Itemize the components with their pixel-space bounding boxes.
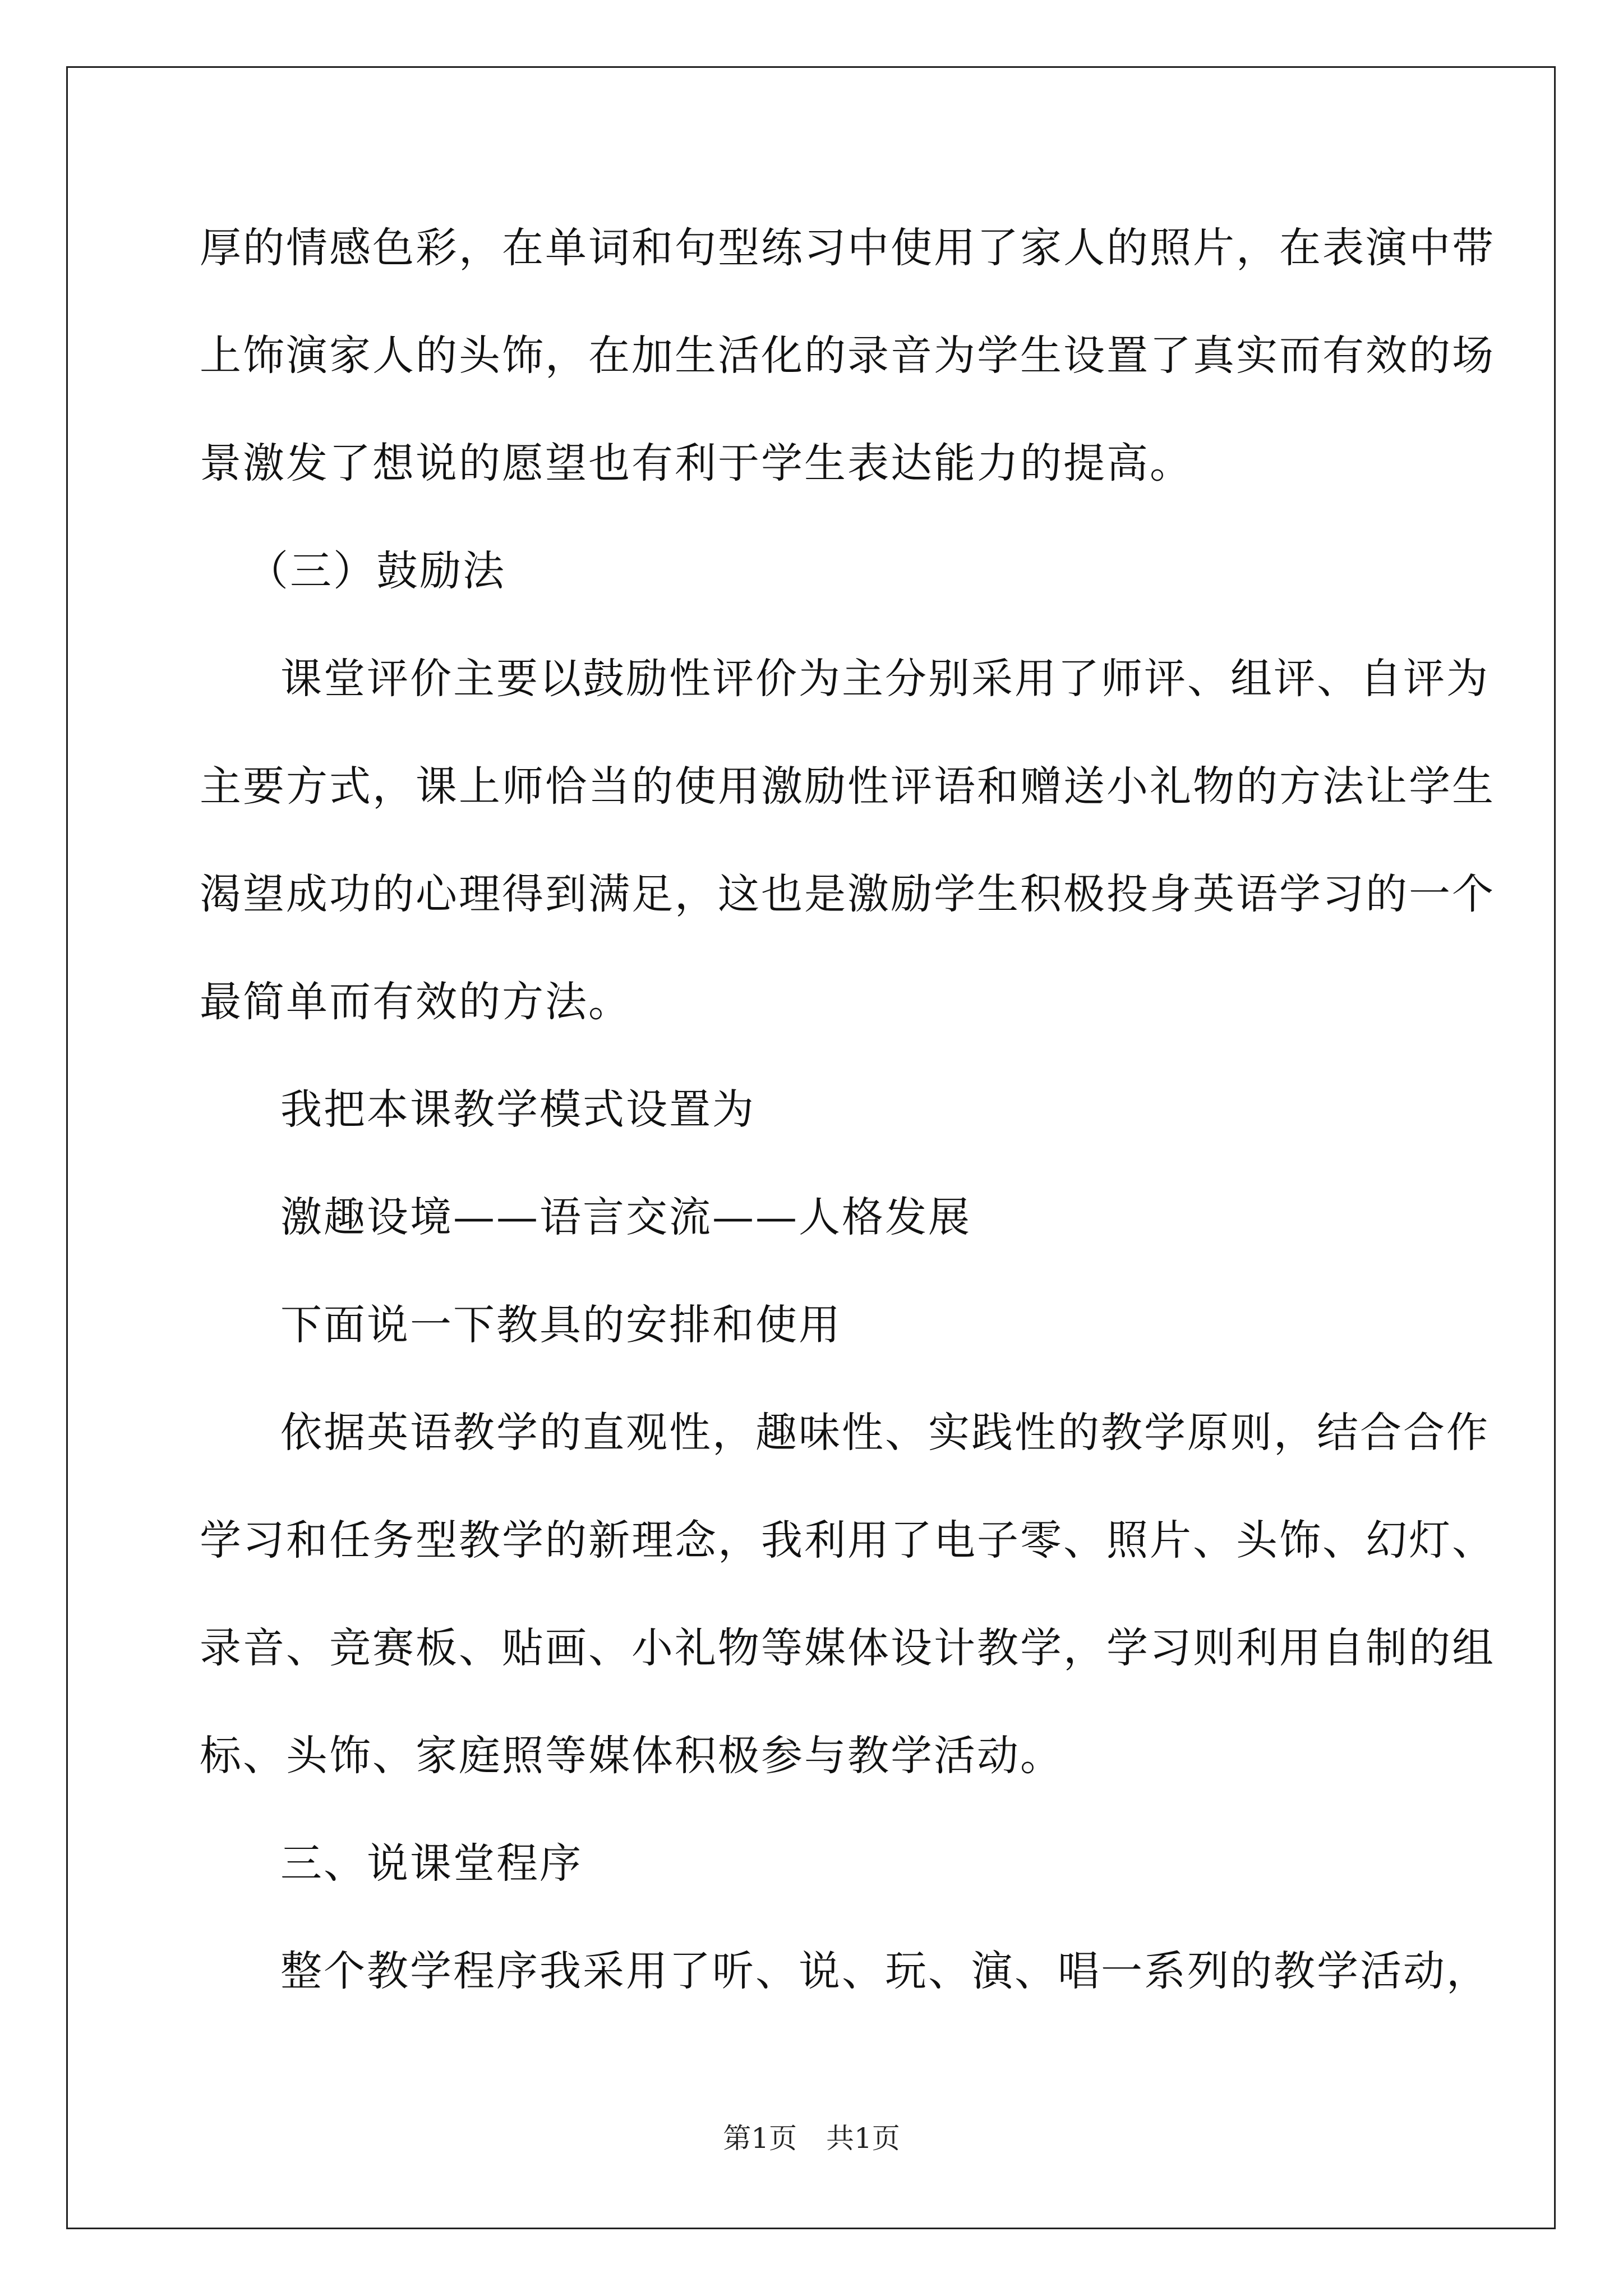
body-line-17: 整个教学程序我采用了听、说、玩、演、唱一系列的教学活动， (280, 1947, 1490, 1995)
body-line-2: 上饰演家人的头饰，在加生活化的录音为学生设置了真实而有效的场 (200, 332, 1495, 380)
body-line-12: 依据英语教学的直观性，趣味性、实践性的教学原则，结合合作 (280, 1409, 1490, 1457)
body-line-5: 课堂评价主要以鼓励性评价为主分别采用了师评、组评、自评为 (280, 655, 1490, 703)
body-line-7: 渴望成功的心理得到满足，这也是激励学生积极投身英语学习的一个 (200, 870, 1495, 918)
section-heading-procedure: 三、说课堂程序 (280, 1839, 583, 1888)
section-heading-encouragement: （三）鼓励法 (247, 547, 506, 595)
body-line-15: 标、头饰、家庭照等媒体积极参与教学活动。 (200, 1732, 1063, 1780)
body-line-11: 下面说一下教具的安排和使用 (280, 1301, 842, 1349)
body-line-13: 学习和任务型教学的新理念，我利用了电子零、照片、头饰、幻灯、 (200, 1516, 1495, 1565)
page-total: 共1页 (826, 2122, 900, 2155)
page-number: 第1页 (723, 2122, 797, 2155)
body-line-3: 景激发了想说的愿望也有利于学生表达能力的提高。 (200, 439, 1193, 487)
body-line-6: 主要方式，课上师恰当的使用激励性评语和赠送小礼物的方法让学生 (200, 762, 1495, 811)
body-line-1: 厚的情感色彩，在单词和句型练习中使用了家人的照片，在表演中带 (200, 224, 1495, 272)
body-line-8: 最简单而有效的方法。 (200, 978, 631, 1026)
body-line-14: 录音、竞赛板、贴画、小礼物等媒体设计教学，学习则利用自制的组 (200, 1624, 1495, 1672)
page-border (66, 66, 1556, 2229)
page-footer (0, 2120, 1623, 2156)
body-line-10: 激趣设境——语言交流——人格发展 (280, 1193, 971, 1241)
body-line-9: 我把本课教学模式设置为 (280, 1085, 755, 1134)
